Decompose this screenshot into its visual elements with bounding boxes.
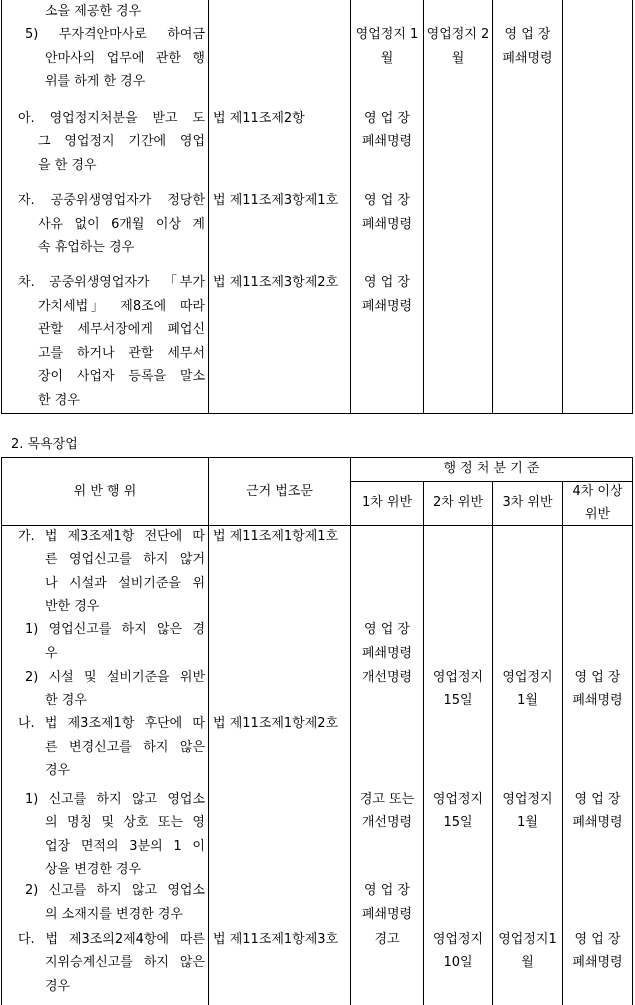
law-article: 법 제11조제1항제3호 [213, 932, 339, 947]
violation-text: 업장 면적의 3분의 1 이 [45, 839, 205, 854]
header-3rd: 3차 위반 [502, 495, 553, 510]
violation-text: 장이 사업자 등록을 말소 [38, 369, 205, 384]
violation-text: 2) 시설 및 설비기준을 위반 [25, 670, 205, 685]
penalty-1st: 경고 또는 [359, 792, 415, 807]
penalty-2nd: 영업정지 [432, 792, 484, 807]
penalty-3rd: 영업정지 [502, 792, 553, 807]
penalty-3rd: 폐쇄명령 [502, 51, 553, 66]
section-heading: 2. 목욕장업 [11, 437, 78, 452]
penalty-1st: 영업정지 1 [355, 27, 419, 42]
penalty-1st: 영 업 장 [364, 275, 410, 290]
penalty-4th: 폐쇄명령 [572, 815, 623, 830]
header-law: 근거 법조문 [246, 484, 313, 499]
table2-col-divider [423, 481, 424, 1005]
law-article: 법 제11조제3항제2호 [213, 275, 339, 290]
violation-text: 나. 법 제3조제1항 후단에 따 [18, 716, 205, 731]
table1-col-divider [562, 0, 563, 414]
violation-text: 차. 공중위생영업자가 「부가 [18, 275, 205, 290]
violation-text: 나 시설과 설비기준을 위 [45, 576, 205, 591]
table2-right-border [632, 457, 633, 1005]
violation-text: 른 영업신고를 하지 않거 [45, 552, 205, 567]
violation-text: 위를 하게 한 경우 [45, 74, 146, 89]
penalty-1st: 폐쇄명령 [361, 134, 413, 149]
penalty-1st: 영 업 장 [364, 622, 410, 637]
header-criteria: 행 정 처 분 기 준 [443, 461, 540, 476]
penalty-2nd: 영업정지 [432, 932, 484, 947]
penalty-3rd: 월 [521, 955, 534, 970]
violation-text: 른 변경신고를 하지 않은 [45, 740, 205, 755]
header-4th: 4차 이상 [572, 484, 623, 499]
violation-text: 5) 무자격안마사로 하여금 [25, 27, 205, 42]
table1-left-border [1, 0, 2, 414]
penalty-2nd: 영업정지 [432, 670, 484, 685]
violation-text: 1) 영업신고를 하지 않은 경 [25, 622, 205, 637]
violation-text: 가. 법 제3조제1항 전단에 따 [18, 529, 205, 544]
penalty-1st: 폐쇄명령 [361, 299, 413, 314]
header-1st: 1차 위반 [361, 495, 413, 510]
table2-col-divider [492, 481, 493, 1005]
violation-text: 속 휴업하는 경우 [38, 240, 135, 255]
violation-text: 의 명칭 및 상호 또는 영 [45, 815, 205, 830]
violation-text: 안마사의 업무에 관한 행 [45, 51, 205, 66]
penalty-1st: 개선명령 [361, 815, 413, 830]
violation-text: 한 경우 [38, 393, 80, 408]
table1-bottom-border [1, 413, 633, 414]
violation-text: 경우 [45, 979, 71, 994]
penalty-2nd: 10일 [443, 955, 473, 970]
penalty-1st: 폐쇄명령 [361, 217, 413, 232]
violation-text: 소을 제공한 경우 [45, 4, 142, 19]
violation-text: 지위승계신고를 하지 않은 [45, 955, 205, 970]
penalty-1st: 영 업 장 [364, 193, 410, 208]
penalty-1st: 영 업 장 [364, 111, 410, 126]
violation-text: 아. 영업정지처분을 받고 도 [18, 111, 205, 126]
penalty-1st: 경고 [374, 932, 400, 947]
table2-left-border [1, 457, 2, 1005]
violation-text: 반한 경우 [45, 599, 100, 614]
table1-col-divider [208, 0, 209, 414]
violation-text: 사유 없이 6개월 이상 계 [38, 217, 205, 232]
penalty-3rd: 1월 [517, 815, 538, 830]
header-2nd: 2차 위반 [432, 495, 484, 510]
penalty-4th: 영 업 장 [574, 670, 621, 685]
law-article: 법 제11조제3항제1호 [213, 193, 339, 208]
penalty-1st: 폐쇄명령 [361, 646, 413, 661]
penalty-3rd: 1월 [517, 693, 538, 708]
header-violation: 위 반 행 위 [73, 484, 137, 499]
penalty-4th: 폐쇄명령 [572, 693, 623, 708]
header-4th: 위반 [584, 507, 611, 522]
penalty-2nd: 15일 [443, 693, 473, 708]
penalty-4th: 영 업 장 [574, 932, 621, 947]
penalty-1st: 영 업 장 [364, 883, 410, 898]
violation-text: 의 소재지를 변경한 경우 [45, 907, 183, 922]
table2-header-bottom [1, 525, 633, 526]
penalty-2nd: 15일 [443, 815, 473, 830]
violation-text: 그 영업정지 기간에 영업 [38, 134, 205, 149]
penalty-3rd: 영업정지1 [498, 932, 557, 947]
table2-top-border [1, 457, 633, 458]
violation-text: 2) 신고를 하지 않고 영업소 [25, 883, 205, 898]
violation-text: 우 [45, 646, 58, 661]
violation-text: 고를 하거나 관할 세무서 [38, 346, 205, 361]
penalty-2nd: 영업정지 2 [426, 27, 490, 42]
violation-text: 자. 공중위생영업자가 정당한 [18, 193, 205, 208]
violation-text: 1) 신고를 하지 않고 영업소 [25, 792, 205, 807]
penalty-3rd: 영 업 장 [504, 27, 551, 42]
law-article: 법 제11조제1항제2호 [213, 716, 339, 731]
penalty-4th: 영 업 장 [574, 792, 621, 807]
penalty-2nd: 월 [451, 51, 465, 66]
table2-col-divider [208, 457, 209, 1005]
penalty-4th: 폐쇄명령 [572, 955, 623, 970]
penalty-1st: 폐쇄명령 [361, 907, 413, 922]
table2-col-divider [562, 481, 563, 1005]
penalty-1st: 개선명령 [361, 670, 413, 685]
violation-text: 가치세법」 제8조에 따라 [38, 299, 205, 314]
law-article: 법 제11조제2항 [213, 111, 305, 126]
violation-text: 다. 법 제3조의2제4항에 따른 [18, 932, 205, 947]
violation-text: 한 경우 [45, 693, 87, 708]
table1-right-border [632, 0, 633, 414]
violation-text: 을 한 경우 [38, 158, 97, 173]
penalty-1st: 월 [380, 51, 394, 66]
violation-text: 경우 [45, 763, 71, 778]
violation-text: 관할 세무서장에게 폐업신 [38, 322, 205, 337]
penalty-3rd: 영업정지 [502, 670, 553, 685]
violation-text: 상을 변경한 경우 [45, 862, 142, 877]
law-article: 법 제11조제1항제1호 [213, 529, 339, 544]
